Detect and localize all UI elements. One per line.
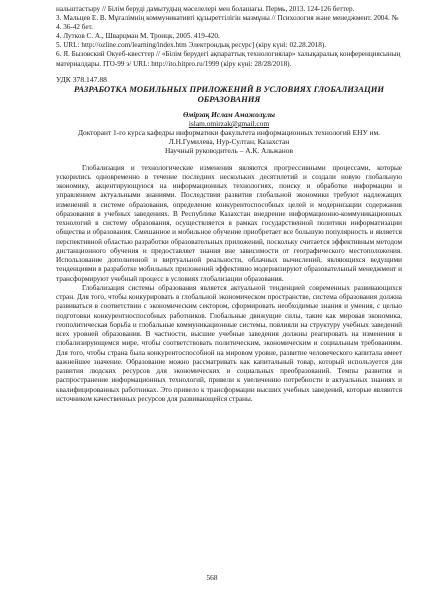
reference-list bbox=[56, 5, 402, 69]
supervisor-line: Научный руководитель – А.К. Альжанов bbox=[165, 146, 293, 156]
article-title: РАЗРАБОТКА МОБИЛЬНЫХ ПРИЛОЖЕНИЙ В УСЛОВИЯХ ГЛОБАЛИЗАЦИИ ОБРАЗОВАНИЯ bbox=[73, 83, 385, 104]
reference-item: 3. Мальцев Е. В. Мұғалімнің коммуникативті құзыреттілігін мазмұны // Психология және менеджмент. 2004. № 4. 36-42 бет. bbox=[56, 14, 399, 32]
author-position: Докторант 1-го курса кафедры информатики факультета информационных технологий ЕНУ им. Л.Н.Гумилева, Нур-Султан, Казахстан bbox=[77, 128, 381, 147]
author-block bbox=[56, 110, 402, 156]
reference-item: 4. Лутков С. А., Шварцман М. Троицк, 2005. 419-420. bbox=[56, 32, 220, 41]
page-number: 568 bbox=[206, 573, 218, 582]
udc-code: УДК 378.147.88 bbox=[56, 74, 107, 84]
body-paragraph: Глобализация и технологические изменения являются прогрессивными процессами, которые ускорились одновременно в течение последних нескольких десятилетий и создали новую глобальную экономику, акцентирующуюся на информационных технологиях, поиску и обработке информации и управлением актуальными знаниями. Последствия развития глобальной экономики требуют надлежащих изменений в системе образования, определение конкурентоспособных целей и модернизации содержания образования в учебных заведениях. В Республике Казахстан внедрение информационно-коммуникационных технологий в систему образования, осуществляется в рамках государственной политики информатизации общества и образования. Смешанное и мобильное обучение приобретает все большую популярность и является перспективной областью разработки образовательных приложений, поскольку считается эффективным методом дистанционного обучения и предоставляет знания вне зависимости от географического местоположения. Использование дополненной и виртуальной реальности, облачных вычислений, являющихся ведущими тенденциями в разработке мобильных приложений эффективно модернизируют образовательный менеджмент и трансформируют учебный процесс в условиях глобализации образования. bbox=[56, 163, 402, 283]
reference-item: 6. Я. Бызовский Окуеб-квесттер // «Білім берудегі ақпараттық технологиялар» халықаралық конференциясының материалдары. ITO-99 э/ URL: http://ito.bitpro.ru/1999 (кіру күні: 28/28/2018). bbox=[56, 50, 401, 68]
body-paragraph: Глобализация системы образования является актуальной тенденцией современных развивающихся стран. Для того, чтобы конкурировать в глобальной экономическом пространстве, система образования должна развиваться в соответствии с экономическим сектором, сформировать необходимые знания и умения, с целью подготовки конкурентноспособных работников. Глобальные движущие силы, такие как мировая экономика, геополитическая борьба и глобальные коммуникационные системы, повлияли на структуру учебных заведений всех уровней образования. В частности, высшие учебные заведения должны реагировать на изменения в глобализирующемся мире, чтобы соответствовать политическим, экономическим и социальным требованиям. Для того, чтобы страна была конкурентоспособной на мировом уровне, развитие человеческого капитала имеет важнейшее значение. Образование можно рассматривать как капитальный товар, который используется для развития людских ресурсов для экономических и социальных преобразований. Темпы развития и распространение информационных технологий, привели к увеличению потребности в актуальных знаниях и квалифицированных работниках. Это привело к трансформации высших учебных заведений, которые являются источником качественных ресурсов для развивающейся страны. bbox=[56, 283, 402, 403]
author-email[interactable]: islam.omirzak@gmail.com bbox=[188, 118, 270, 128]
article-body bbox=[56, 164, 402, 405]
author-name: Өмірзақ Ислам Амажолұлы bbox=[182, 109, 276, 119]
reference-item: 5. URL: http://ozline.com/learning/index.htm Электрондық ресурс] (кіру күні: 02.28.2018). bbox=[56, 41, 327, 50]
reference-item: нальштастыру // Білім беруді дамытудың мәселелері мен болашағы. Пермь, 2013. 124-126 беттер. bbox=[56, 5, 355, 13]
